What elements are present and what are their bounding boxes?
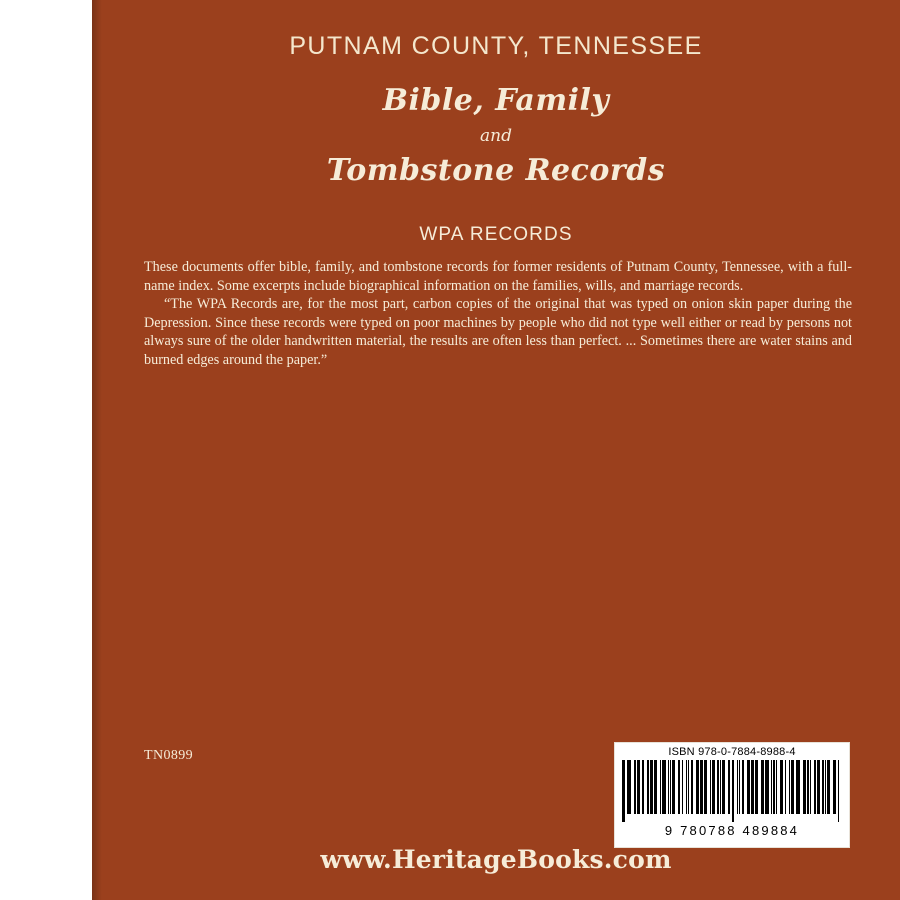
page-left-margin [0,0,92,900]
cover-content [92,0,900,900]
script-title-line-1: Bible, Family [382,83,610,118]
item-code: TN0899 [144,748,194,763]
barcode [614,742,850,848]
cover-subtitle: WPA RECORDS [419,224,573,245]
script-title-and: and [480,126,512,146]
isbn-label: ISBN 978-0-7884-8988-4 [668,746,796,758]
cover-description [144,258,852,370]
cover-script-title [92,80,900,192]
ean-digits: 9 780788 489884 [664,823,800,838]
description-paragraph-2: “The WPA Records are, for the most part, carbon copies of the original that was typed on onion skin paper during the Depression. Since these records were typed on poor machines by people who did not type well either or read by persons not always sure of the older handwritten material, the results are often less than perfect. ... Sometimes there are water stains and burned edges around the paper.” [144,296,852,368]
description-paragraph-1: These documents offer bible, family, and tombstone records for former residents of Putnam County, Tennessee, with a full-name index. Some excerpts include biographical information on the families, wills, and marriage records. [144,259,852,294]
barcode-bars [622,760,842,822]
script-title-line-2: Tombstone Records [326,153,666,188]
publisher-website: www.HeritageBooks.com [320,845,672,874]
cover-panel [92,0,900,900]
cover-title-county: PUTNAM COUNTY, TENNESSEE [289,32,703,60]
